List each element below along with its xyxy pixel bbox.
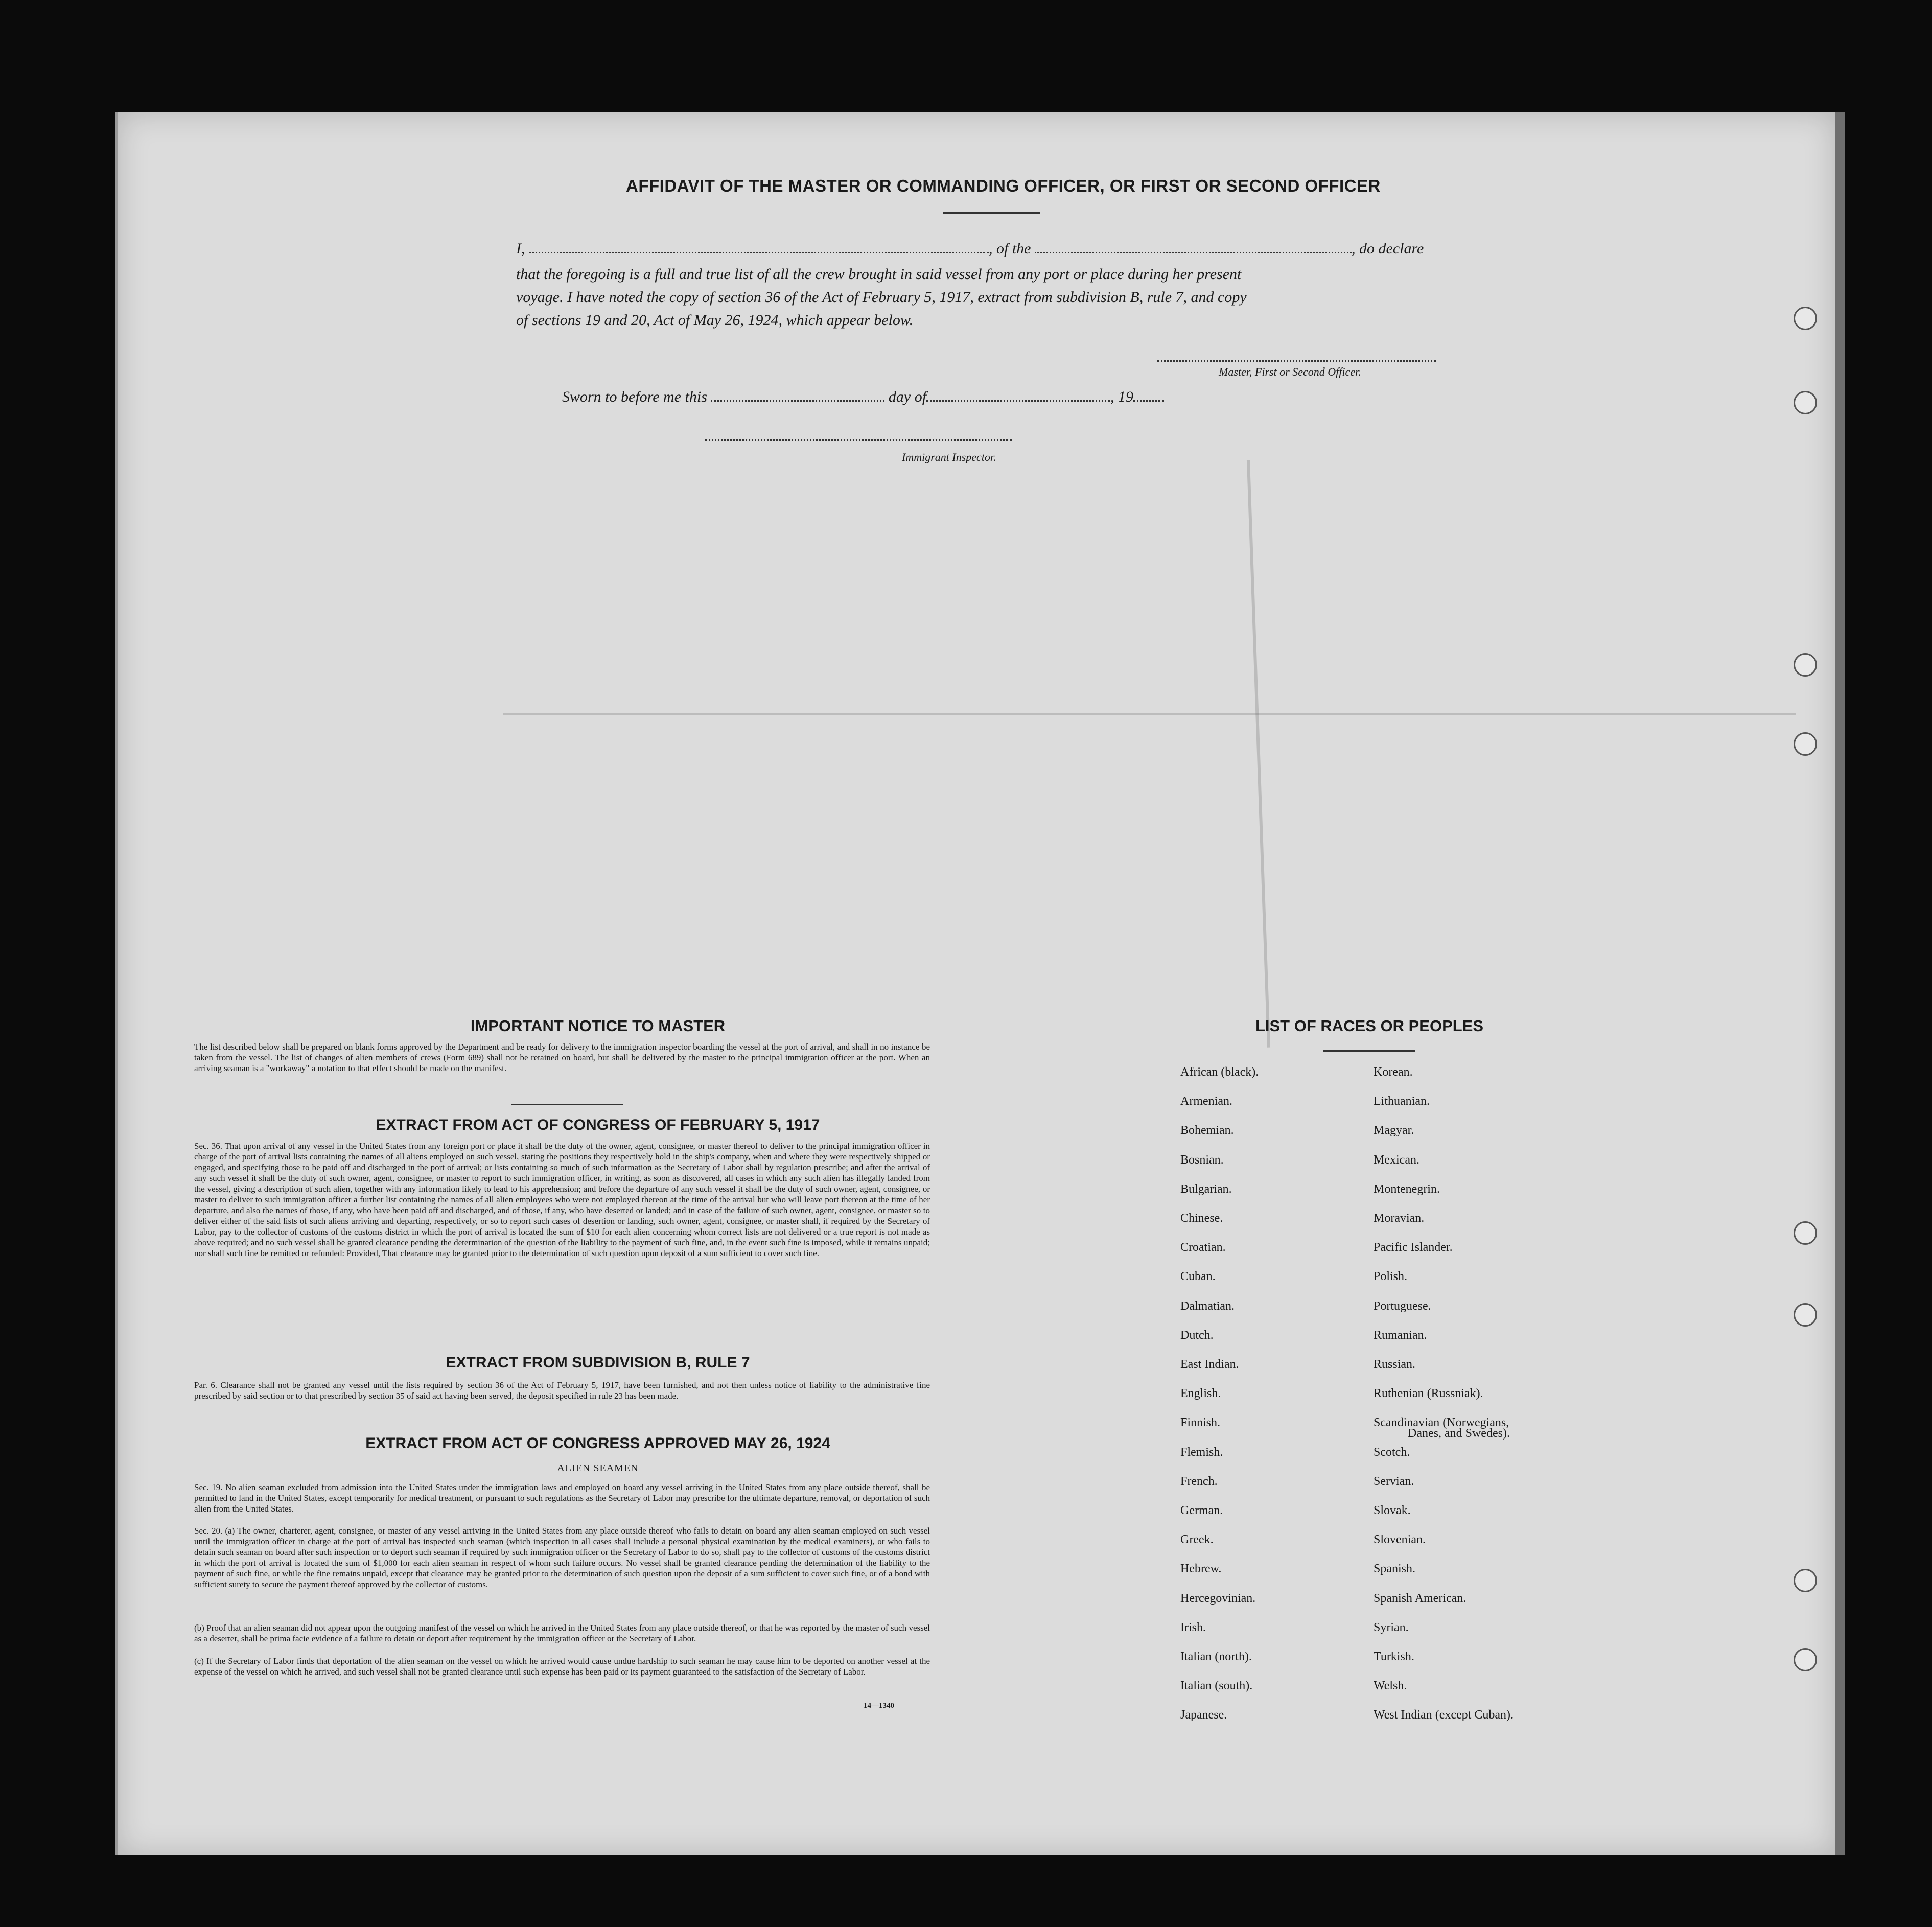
race-item: Croatian. bbox=[1180, 1241, 1226, 1255]
races-rule bbox=[1323, 1050, 1415, 1052]
rule7-body: Par. 6. Clearance shall not be granted any vessel until the lists required by section 36 of the Act of February 5, 1917, have been furnished, and not then unless notice of liability to the administrative fine prescribed by said section or to that prescribed by section 35 of said act having been served, the deposit specified in rule 23 has been made. bbox=[194, 1380, 930, 1401]
inspector-signature-line[interactable] bbox=[705, 439, 1012, 441]
affidavit-declare: , do declare bbox=[1352, 240, 1424, 257]
extract-1924-title: EXTRACT FROM ACT OF CONGRESS APPROVED MAY 26, 1924 bbox=[365, 1435, 830, 1452]
race-item: Italian (north). bbox=[1180, 1650, 1252, 1663]
master-signature-line[interactable] bbox=[1157, 360, 1436, 362]
day-blank[interactable] bbox=[711, 390, 884, 402]
race-item: Italian (south). bbox=[1180, 1679, 1253, 1693]
race-item: Scandinavian (Norwegians, bbox=[1374, 1416, 1509, 1430]
affidavit-line-3: voyage. I have noted the copy of section 36 of the Act of February 5, 1917, extract from subdivision B, rule 7, and copy bbox=[516, 289, 1247, 306]
race-item: Ruthenian (Russniak). bbox=[1374, 1387, 1483, 1401]
race-item: Turkish. bbox=[1374, 1650, 1414, 1663]
form-number: 14—1340 bbox=[864, 1702, 894, 1710]
section-rule bbox=[511, 1104, 623, 1105]
punch-hole bbox=[1794, 732, 1817, 756]
punch-hole bbox=[1794, 307, 1817, 330]
notice-body: The list described below shall be prepared on blank forms approved by the Department and be ready for delivery to the immigration inspector boarding the vessel at the port of arrival, and shall in no instance be taken from the vessel. The list of changes of alien members of crews (Form 689) shall not be retained on board, but shall be delivered by the master to the principal immigration officer at the port. When an arriving seaman is a "workaway" a notation to that effect should be made on the manifest. bbox=[194, 1042, 930, 1073]
race-item: Dalmatian. bbox=[1180, 1299, 1235, 1313]
race-item: Russian. bbox=[1374, 1358, 1416, 1371]
rule7-title: EXTRACT FROM SUBDIVISION B, RULE 7 bbox=[446, 1354, 750, 1371]
race-item: Pacific Islander. bbox=[1374, 1241, 1453, 1255]
punch-hole bbox=[1794, 653, 1817, 677]
name-blank[interactable] bbox=[529, 242, 989, 253]
affidavit-line-2: that the foregoing is a full and true list of all the crew brought in said vessel from any port or place during her present bbox=[516, 266, 1242, 283]
races-title: LIST OF RACES OR PEOPLES bbox=[1255, 1017, 1484, 1035]
bleed-through-line bbox=[503, 713, 1796, 715]
race-item: Korean. bbox=[1374, 1065, 1413, 1079]
race-item: Lithuanian. bbox=[1374, 1095, 1430, 1108]
race-item: East Indian. bbox=[1180, 1358, 1239, 1371]
race-item: Servian. bbox=[1374, 1474, 1414, 1488]
alien-seamen-subtitle: ALIEN SEAMEN bbox=[557, 1462, 639, 1474]
sworn-line bbox=[562, 388, 1164, 406]
race-item: Portuguese. bbox=[1374, 1299, 1431, 1313]
race-item: Spanish. bbox=[1374, 1562, 1416, 1576]
race-item: Montenegrin. bbox=[1374, 1182, 1440, 1196]
race-item: Hercegovinian. bbox=[1180, 1591, 1256, 1605]
race-item: Rumanian. bbox=[1374, 1328, 1427, 1342]
race-item: Slovenian. bbox=[1374, 1533, 1426, 1547]
vessel-blank[interactable] bbox=[1035, 242, 1352, 253]
sec-20b-body: (b) Proof that an alien seaman did not appear upon the outgoing manifest of the vessel on which he arrived in the United States from any place outside thereof, or that he was reported by the master of such vessel as a deserter, shall be prima facie evidence of a failure to detain or deport after requirement by the immigration officer or the Secretary of Labor. bbox=[194, 1623, 930, 1643]
race-item: Flemish. bbox=[1180, 1445, 1223, 1459]
affidavit-line-1 bbox=[516, 240, 1424, 258]
race-item: Slovak. bbox=[1374, 1504, 1411, 1517]
punch-hole bbox=[1794, 1303, 1817, 1327]
sec-20a-body: Sec. 20. (a) The owner, charterer, agent, consignee, or master of any vessel arriving in the United States from any place outside thereof who fails to detain on board any alien seaman employed on such vessel until the immigration officer in charge at the port of arrival has inspected such seaman (which inspection in all cases shall include a personal physical examination by the medical examiners), or who fails to detain such seaman on board after such inspection or to deport such seaman if required by such immigration officer or the Secretary of Labor to do so, shall pay to the collector of customs of the customs district in which the port of arrival is located the sum of $1,000 for each alien seaman in respect of whom such failure occurs. No vessel shall be granted clearance pending the determination of the liability to the payment of such fine, or while the fine remains unpaid, except that clearance may be granted prior to the determination of such question upon the deposit of a sum sufficient to cover such fine, or of a bond with sufficient surety to secure the payment thereof approved by the collector of customs. bbox=[194, 1526, 930, 1589]
race-item: Chinese. bbox=[1180, 1212, 1223, 1225]
month-blank[interactable] bbox=[926, 390, 1110, 402]
year-blank[interactable] bbox=[1133, 390, 1164, 402]
master-caption: Master, First or Second Officer. bbox=[1219, 365, 1361, 378]
race-item: Welsh. bbox=[1374, 1679, 1407, 1693]
race-item: Bulgarian. bbox=[1180, 1182, 1232, 1196]
race-item: Moravian. bbox=[1374, 1212, 1425, 1225]
notice-title: IMPORTANT NOTICE TO MASTER bbox=[470, 1017, 726, 1035]
sworn-text: Sworn to before me this bbox=[562, 388, 707, 405]
punch-hole bbox=[1794, 391, 1817, 414]
race-item: Dutch. bbox=[1180, 1328, 1214, 1342]
race-item: Japanese. bbox=[1180, 1708, 1227, 1722]
affidavit-i: I, bbox=[516, 240, 525, 257]
race-item: Bohemian. bbox=[1180, 1124, 1234, 1137]
punch-hole bbox=[1794, 1221, 1817, 1245]
extract-1917-body: Sec. 36. That upon arrival of any vessel in the United States from any foreign port or place it shall be the duty of the owner, agent, consignee, or master thereof to deliver to the principal immigration officer in charge of the port of arrival lists containing the names of all aliens employed on such vessel, stating the positions they respectively hold in the ship's company, when and where they were respectively shipped or engaged, and specifying those to be paid off and discharged in the port of arrival; or lists containing so much of such information as the Secretary of Labor shall by regulation prescribe; and after the arrival of any such vessel it shall be the duty of such owner, agent, consignee, or master to report to such immigration officer, in writing, as soon as discovered, all cases in which any such alien has illegally landed from the vessel, giving a description of such alien, together with any information likely to lead to his apprehension; and before the departure of any such vessel it shall be the duty of such owner, agent, consignee, or master to deliver to such immigration officer a further list containing the names of all alien employees who were not employed thereon at the time of the arrival but who will leave port thereon at the time of her departure, and also the names of those, if any, who have been paid off and discharged, and of those, if any, who have deserted or landed; and in case of the failure of such owner, agent, consignee, or master so to deliver either of the said lists of such aliens arriving and departing, respectively, or so to report such cases of desertion or landing, such owner, agent, consignee, or master shall, if required by the Secretary of Labor, pay to the collector of customs of the customs district in which the port of arrival is located the sum of $10 for each alien concerning whom correct lists are not delivered or a true report is not made as above required; and no such vessel shall be granted clearance pending the determination of the question of the liability to the payment of such fine, and, in the event such fine is imposed, while it remains unpaid; nor shall such fine be remitted or refunded: Provided, That clearance may be granted prior to the determination of such question upon deposit of a sum sufficient to cover such fine. bbox=[194, 1141, 930, 1258]
affidavit-of-the: , of the bbox=[989, 240, 1031, 257]
race-item: Finnish. bbox=[1180, 1416, 1221, 1430]
race-item: Magyar. bbox=[1374, 1124, 1414, 1137]
race-item: Hebrew. bbox=[1180, 1562, 1222, 1576]
race-item: English. bbox=[1180, 1387, 1221, 1401]
punch-hole bbox=[1794, 1569, 1817, 1592]
document-page bbox=[115, 112, 1835, 1855]
race-item: Irish. bbox=[1180, 1620, 1206, 1634]
race-item: Mexican. bbox=[1374, 1153, 1419, 1167]
extract-1917-title: EXTRACT FROM ACT OF CONGRESS OF FEBRUARY 5, 1917 bbox=[376, 1117, 820, 1133]
affidavit-line-4: of sections 19 and 20, Act of May 26, 1924, which appear below. bbox=[516, 312, 914, 329]
day-of-text: day of bbox=[888, 388, 927, 405]
race-item: Greek. bbox=[1180, 1533, 1214, 1547]
race-item: Bosnian. bbox=[1180, 1153, 1224, 1167]
race-item: West Indian (except Cuban). bbox=[1374, 1708, 1514, 1722]
inspector-caption: Immigrant Inspector. bbox=[902, 451, 996, 463]
race-item: French. bbox=[1180, 1474, 1218, 1488]
race-item: Polish. bbox=[1374, 1270, 1408, 1284]
race-item: Spanish American. bbox=[1374, 1591, 1467, 1605]
affidavit-title: AFFIDAVIT OF THE MASTER OR COMMANDING OFFICER, OR FIRST OR SECOND OFFICER bbox=[626, 176, 1381, 195]
race-item: German. bbox=[1180, 1504, 1223, 1517]
sec-20c-body: (c) If the Secretary of Labor finds that deportation of the alien seaman on the vessel on which he arrived would cause undue hardship to such seaman he may cause him to be deported on another vessel at the expense of the vessel on which he arrived, and such vessel shall not be granted clearance until such expense has been paid or its payment guaranteed to the satisfaction of the Secretary of Labor. bbox=[194, 1656, 930, 1677]
race-item: African (black). bbox=[1180, 1065, 1259, 1079]
race-item: Scotch. bbox=[1374, 1445, 1410, 1459]
sec-19-body: Sec. 19. No alien seaman excluded from admission into the United States under the immigration laws and employed on board any vessel arriving in the United States from any place outside thereof, shall be permitted to land in the United States, except temporarily for medical treatment, or pursuant to such regulations as the Secretary of Labor may prescribe for the ultimate departure, removal, or deportation of such alien from the United States. bbox=[194, 1482, 930, 1514]
race-item: Cuban. bbox=[1180, 1270, 1216, 1284]
title-rule bbox=[943, 212, 1040, 214]
race-item: Armenian. bbox=[1180, 1095, 1232, 1108]
year-prefix: , 19 bbox=[1110, 388, 1134, 405]
race-scandinavian-cont: Danes, and Swedes). bbox=[1408, 1427, 1510, 1440]
race-item: Syrian. bbox=[1374, 1620, 1409, 1634]
punch-hole bbox=[1794, 1648, 1817, 1671]
